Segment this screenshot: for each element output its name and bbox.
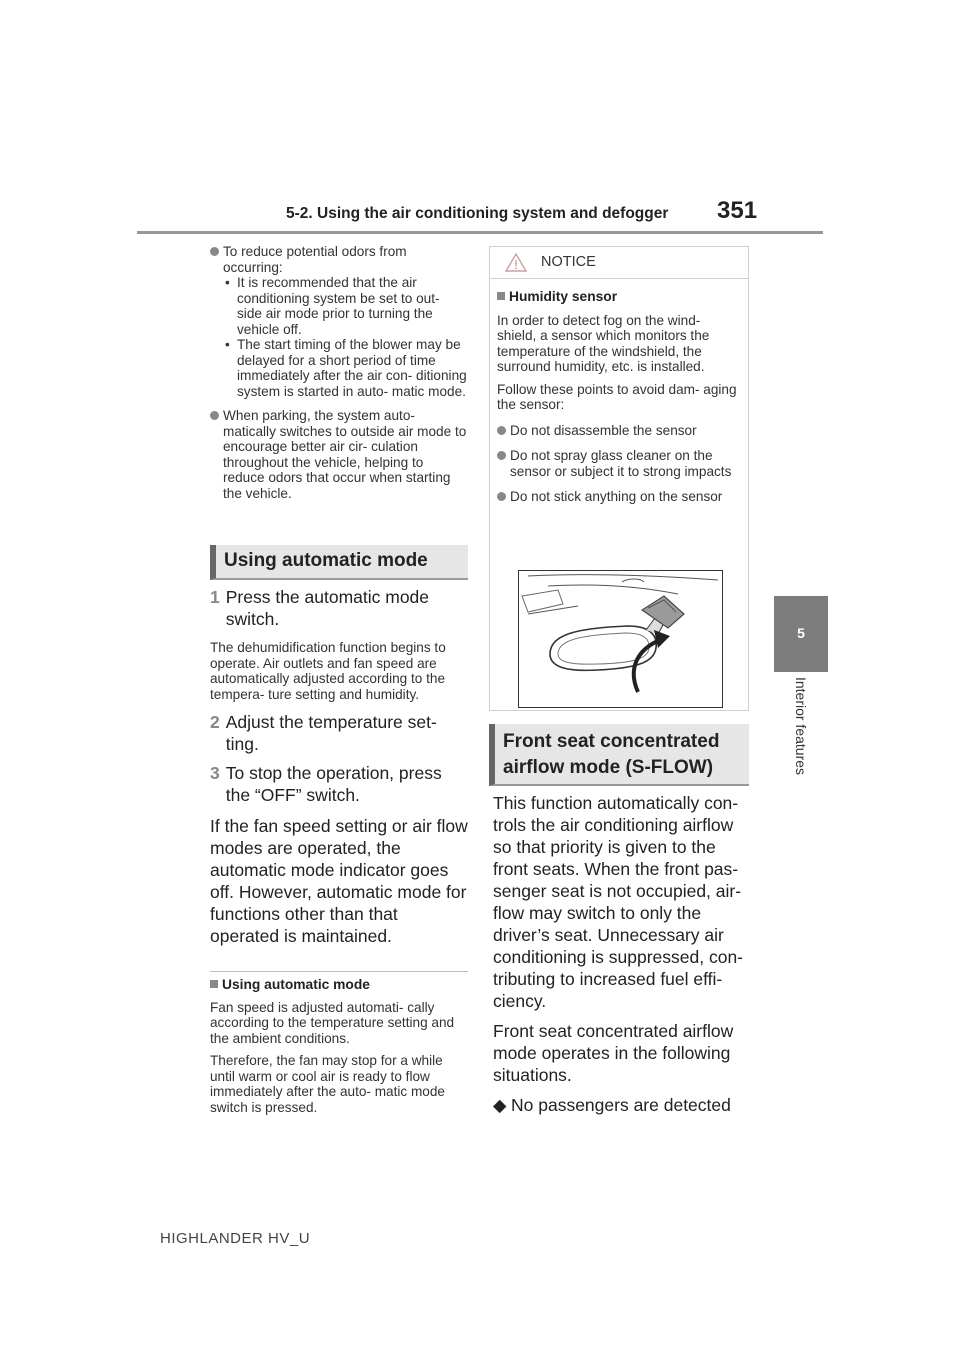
step-2-number: 2 bbox=[210, 712, 220, 732]
chapter-label: Interior features bbox=[793, 676, 809, 776]
notice-bullet-3: Do not stick anything on the sensor bbox=[497, 489, 741, 505]
dash-item-outside-air: • It is recommended that the air conditioning system be set to out- side air mode prior to turning the vehicle off. bbox=[223, 275, 468, 337]
section-heading-s-flow: Front seat concentrated airflow mode (S-FLOW) bbox=[489, 724, 749, 786]
diamond-bullet-icon: ◆ bbox=[493, 1095, 507, 1115]
step-3 bbox=[210, 762, 468, 806]
notice-bullet-1: Do not disassemble the sensor bbox=[497, 423, 741, 439]
left-bullets bbox=[210, 244, 468, 501]
step-3-number: 3 bbox=[210, 763, 220, 783]
bullet-odors bbox=[210, 244, 468, 399]
step-2-text: Adjust the temperature set- ting. bbox=[225, 712, 437, 754]
note-paragraph-1: Fan speed is adjusted automati- cally according to the temperature setting and the ambient conditions. bbox=[210, 999, 455, 1046]
humidity-sensor-illustration bbox=[518, 570, 723, 708]
note-divider bbox=[210, 971, 468, 972]
step-1-text: Press the automatic mode switch. bbox=[225, 587, 430, 629]
notice-subheading: Humidity sensor bbox=[497, 289, 741, 305]
s-flow-paragraph-2: Front seat concentrated airflow mode operates in the following situations. bbox=[493, 1021, 734, 1085]
notice-body bbox=[490, 279, 748, 505]
step-1-number: 1 bbox=[210, 587, 220, 607]
note-paragraph-2: Therefore, the fan may stop for a while until warm or cool air is ready to flow immediately after the auto- matic mode switch is pressed. bbox=[210, 1053, 445, 1115]
bullet-odors-lead: To reduce potential odors from occurring: bbox=[223, 244, 407, 275]
left-steps bbox=[210, 586, 468, 947]
info-note bbox=[210, 977, 468, 1115]
step-2 bbox=[210, 711, 468, 755]
note-heading: Using automatic mode bbox=[210, 977, 468, 993]
dash-item-blower-timing: • The start timing of the blower may be delayed for a short period of time immediately after the air con- ditioning system is started in auto- matic mode. bbox=[223, 337, 468, 399]
step-3-text: To stop the operation, press the “OFF” switch. bbox=[225, 763, 442, 805]
notice-paragraph-1: In order to detect fog on the wind- shield, a sensor which monitors the temperature of the windshield, the surround humidity, etc. is installed. bbox=[497, 312, 710, 374]
notice-paragraph-2: Follow these points to avoid dam- aging the sensor: bbox=[497, 381, 737, 412]
notice-header bbox=[490, 247, 748, 279]
notice-title: NOTICE bbox=[541, 254, 596, 270]
step-1-note: The dehumidification function begins to operate. Air outlets and fan speed are automatically adjusted according to the tempera- ture setting and humidity. bbox=[210, 640, 446, 702]
bullet-parking: When parking, the system auto- matically switches to outside air mode to encourage better air cir- culation throughout the vehicle, helping to reduce odors that occur when starting the vehicle. bbox=[210, 408, 468, 501]
s-flow-body bbox=[493, 792, 755, 1116]
header-rule bbox=[137, 231, 823, 234]
step-1 bbox=[210, 586, 468, 630]
warning-triangle-icon bbox=[505, 253, 527, 272]
chapter-number: 5 bbox=[797, 625, 805, 641]
square-bullet-icon bbox=[497, 292, 505, 300]
section-heading-automatic-mode: Using automatic mode bbox=[210, 545, 468, 580]
footer-model: HIGHLANDER HV_U bbox=[160, 1230, 311, 1247]
auto-mode-paragraph: If the fan speed setting or air flow modes are operated, the automatic mode indicator goes off. However, automatic mode for functions other than that operated is maintained. bbox=[210, 816, 468, 946]
s-flow-paragraph-1: This function automatically con- trols the air conditioning airflow so that priority is given to the front seats. When the front pas- senger seat is not occupied, air- flow may switch to only the driver’s seat. Unnecessary air conditioning is suppressed, con- tributing to increased fuel effi- ciency. bbox=[493, 793, 744, 1011]
s-flow-item-1 bbox=[493, 1094, 755, 1116]
running-header: 5-2. Using the air conditioning system and defogger bbox=[286, 205, 669, 222]
square-bullet-icon bbox=[210, 980, 218, 988]
notice-box bbox=[489, 246, 749, 711]
page-number: 351 bbox=[717, 197, 758, 224]
s-flow-item-1-text: No passengers are detected bbox=[511, 1095, 731, 1115]
notice-bullet-2: Do not spray glass cleaner on the sensor or subject it to strong impacts bbox=[497, 448, 741, 479]
